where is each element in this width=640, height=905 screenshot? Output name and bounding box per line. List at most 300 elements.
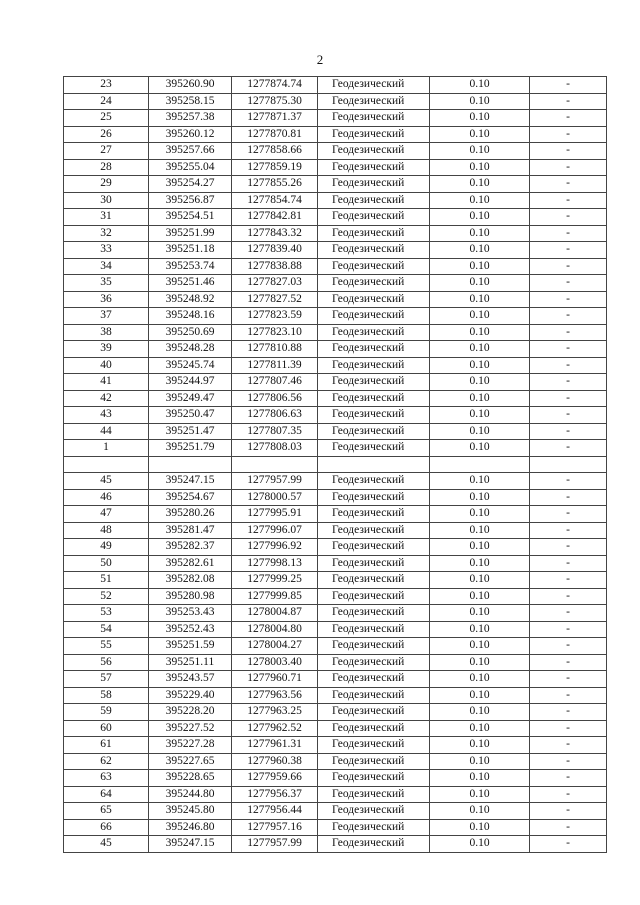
y-coordinate-cell: 1277811.39 [232, 357, 318, 374]
y-coordinate-cell: 1277839.40 [232, 242, 318, 259]
table-row [64, 192, 607, 209]
accuracy-cell: 0.10 [430, 836, 530, 853]
description-cell: - [530, 407, 607, 424]
method-cell: Геодезический [318, 522, 430, 539]
method-cell: Геодезический [318, 143, 430, 160]
point-number-cell: 64 [64, 786, 149, 803]
method-cell: Геодезический [318, 720, 430, 737]
accuracy-cell: 0.10 [430, 687, 530, 704]
method-cell: Геодезический [318, 258, 430, 275]
x-coordinate-cell: 395245.74 [149, 357, 232, 374]
accuracy-cell: 0.10 [430, 423, 530, 440]
table-row [64, 143, 607, 160]
x-coordinate-cell: 395260.90 [149, 77, 232, 94]
description-cell: - [530, 720, 607, 737]
table-row [64, 93, 607, 110]
table-row [64, 770, 607, 787]
y-coordinate-cell: 1278004.27 [232, 638, 318, 655]
table-row [64, 737, 607, 754]
x-coordinate-cell: 395280.26 [149, 506, 232, 523]
method-cell: Геодезический [318, 621, 430, 638]
description-cell: - [530, 341, 607, 358]
accuracy-cell: 0.10 [430, 621, 530, 638]
x-coordinate-cell: 395248.28 [149, 341, 232, 358]
accuracy-cell: 0.10 [430, 786, 530, 803]
description-cell: - [530, 671, 607, 688]
point-number-cell: 63 [64, 770, 149, 787]
table-row [64, 555, 607, 572]
point-number-cell: 48 [64, 522, 149, 539]
table-row [64, 489, 607, 506]
y-coordinate-cell: 1277996.92 [232, 539, 318, 556]
table-row [64, 176, 607, 193]
method-cell: Геодезический [318, 605, 430, 622]
point-number-cell: 53 [64, 605, 149, 622]
y-coordinate-cell: 1277859.19 [232, 159, 318, 176]
coordinates-table [63, 76, 607, 853]
description-cell: - [530, 588, 607, 605]
accuracy-cell: 0.10 [430, 209, 530, 226]
accuracy-cell: 0.10 [430, 489, 530, 506]
description-cell: - [530, 209, 607, 226]
accuracy-cell: 0.10 [430, 671, 530, 688]
x-coordinate-cell: 395258.15 [149, 93, 232, 110]
description-cell: - [530, 423, 607, 440]
accuracy-cell: 0.10 [430, 803, 530, 820]
method-cell: Геодезический [318, 374, 430, 391]
x-coordinate-cell: 395256.87 [149, 192, 232, 209]
table-row [64, 126, 607, 143]
accuracy-cell: 0.10 [430, 93, 530, 110]
x-coordinate-cell: 395255.04 [149, 159, 232, 176]
x-coordinate-cell: 395257.38 [149, 110, 232, 127]
point-number-cell: 1 [64, 440, 149, 457]
point-number-cell: 24 [64, 93, 149, 110]
description-cell: - [530, 275, 607, 292]
y-coordinate-cell: 1277855.26 [232, 176, 318, 193]
accuracy-cell: 0.10 [430, 720, 530, 737]
description-cell: - [530, 126, 607, 143]
accuracy-cell: 0.10 [430, 407, 530, 424]
description-cell: - [530, 93, 607, 110]
y-coordinate-cell: 1277806.56 [232, 390, 318, 407]
point-number-cell: 36 [64, 291, 149, 308]
point-number-cell: 58 [64, 687, 149, 704]
y-coordinate-cell: 1277838.88 [232, 258, 318, 275]
x-coordinate-cell: 395282.61 [149, 555, 232, 572]
method-cell: Геодезический [318, 209, 430, 226]
accuracy-cell: 0.10 [430, 819, 530, 836]
method-cell: Геодезический [318, 753, 430, 770]
y-coordinate-cell: 1278000.57 [232, 489, 318, 506]
point-number-cell: 31 [64, 209, 149, 226]
method-cell: Геодезический [318, 671, 430, 688]
accuracy-cell [430, 456, 530, 473]
description-cell: - [530, 390, 607, 407]
x-coordinate-cell: 395243.57 [149, 671, 232, 688]
accuracy-cell: 0.10 [430, 357, 530, 374]
description-cell: - [530, 473, 607, 490]
page-number: 2 [316, 52, 324, 67]
point-number-cell: 30 [64, 192, 149, 209]
accuracy-cell: 0.10 [430, 473, 530, 490]
table-row [64, 324, 607, 341]
table-row [64, 803, 607, 820]
accuracy-cell: 0.10 [430, 192, 530, 209]
x-coordinate-cell: 395280.98 [149, 588, 232, 605]
description-cell: - [530, 110, 607, 127]
y-coordinate-cell: 1277806.63 [232, 407, 318, 424]
table-row [64, 836, 607, 853]
accuracy-cell: 0.10 [430, 341, 530, 358]
table-row [64, 786, 607, 803]
point-number-cell: 40 [64, 357, 149, 374]
accuracy-cell: 0.10 [430, 539, 530, 556]
accuracy-cell: 0.10 [430, 143, 530, 160]
description-cell [530, 456, 607, 473]
y-coordinate-cell: 1277963.56 [232, 687, 318, 704]
y-coordinate-cell: 1277823.10 [232, 324, 318, 341]
point-number-cell: 56 [64, 654, 149, 671]
y-coordinate-cell: 1277854.74 [232, 192, 318, 209]
point-number-cell [64, 456, 149, 473]
table-row [64, 291, 607, 308]
x-coordinate-cell: 395247.15 [149, 836, 232, 853]
x-coordinate-cell: 395281.47 [149, 522, 232, 539]
method-cell: Геодезический [318, 638, 430, 655]
accuracy-cell: 0.10 [430, 324, 530, 341]
method-cell: Геодезический [318, 803, 430, 820]
y-coordinate-cell: 1277960.38 [232, 753, 318, 770]
x-coordinate-cell: 395227.65 [149, 753, 232, 770]
x-coordinate-cell: 395251.11 [149, 654, 232, 671]
method-cell: Геодезический [318, 687, 430, 704]
description-cell: - [530, 770, 607, 787]
y-coordinate-cell: 1277963.25 [232, 704, 318, 721]
method-cell: Геодезический [318, 275, 430, 292]
table-row [64, 159, 607, 176]
description-cell: - [530, 258, 607, 275]
accuracy-cell: 0.10 [430, 605, 530, 622]
point-number-cell: 43 [64, 407, 149, 424]
method-cell: Геодезический [318, 308, 430, 325]
accuracy-cell: 0.10 [430, 506, 530, 523]
point-number-cell: 25 [64, 110, 149, 127]
accuracy-cell: 0.10 [430, 242, 530, 259]
method-cell: Геодезический [318, 192, 430, 209]
point-number-cell: 39 [64, 341, 149, 358]
method-cell: Геодезический [318, 819, 430, 836]
accuracy-cell: 0.10 [430, 555, 530, 572]
description-cell: - [530, 176, 607, 193]
point-number-cell: 60 [64, 720, 149, 737]
x-coordinate-cell: 395250.69 [149, 324, 232, 341]
accuracy-cell: 0.10 [430, 654, 530, 671]
table-row [64, 110, 607, 127]
description-cell: - [530, 819, 607, 836]
accuracy-cell: 0.10 [430, 126, 530, 143]
table-row [64, 242, 607, 259]
description-cell: - [530, 242, 607, 259]
y-coordinate-cell: 1277960.71 [232, 671, 318, 688]
table-row [64, 588, 607, 605]
point-number-cell: 47 [64, 506, 149, 523]
x-coordinate-cell: 395251.47 [149, 423, 232, 440]
table-row [64, 539, 607, 556]
y-coordinate-cell: 1277957.99 [232, 836, 318, 853]
table-row [64, 374, 607, 391]
accuracy-cell: 0.10 [430, 291, 530, 308]
y-coordinate-cell: 1277962.52 [232, 720, 318, 737]
method-cell: Геодезический [318, 786, 430, 803]
y-coordinate-cell: 1278003.40 [232, 654, 318, 671]
point-number-cell: 59 [64, 704, 149, 721]
table-row [64, 209, 607, 226]
point-number-cell: 57 [64, 671, 149, 688]
method-cell: Геодезический [318, 654, 430, 671]
description-cell: - [530, 687, 607, 704]
point-number-cell: 29 [64, 176, 149, 193]
accuracy-cell: 0.10 [430, 159, 530, 176]
y-coordinate-cell: 1277807.35 [232, 423, 318, 440]
point-number-cell: 28 [64, 159, 149, 176]
description-cell: - [530, 555, 607, 572]
x-coordinate-cell: 395251.59 [149, 638, 232, 655]
point-number-cell: 38 [64, 324, 149, 341]
accuracy-cell: 0.10 [430, 588, 530, 605]
y-coordinate-cell: 1277875.30 [232, 93, 318, 110]
description-cell: - [530, 77, 607, 94]
point-number-cell: 65 [64, 803, 149, 820]
y-coordinate-cell: 1278004.87 [232, 605, 318, 622]
point-number-cell: 46 [64, 489, 149, 506]
point-number-cell: 35 [64, 275, 149, 292]
point-number-cell: 61 [64, 737, 149, 754]
method-cell: Геодезический [318, 324, 430, 341]
x-coordinate-cell: 395250.47 [149, 407, 232, 424]
description-cell: - [530, 605, 607, 622]
table-row [64, 572, 607, 589]
y-coordinate-cell: 1277843.32 [232, 225, 318, 242]
y-coordinate-cell: 1277996.07 [232, 522, 318, 539]
table-row [64, 390, 607, 407]
method-cell: Геодезический [318, 242, 430, 259]
description-cell: - [530, 357, 607, 374]
x-coordinate-cell: 395244.97 [149, 374, 232, 391]
table-row [64, 819, 607, 836]
accuracy-cell: 0.10 [430, 522, 530, 539]
description-cell: - [530, 522, 607, 539]
point-number-cell: 52 [64, 588, 149, 605]
method-cell: Геодезический [318, 225, 430, 242]
method-cell: Геодезический [318, 93, 430, 110]
point-number-cell: 54 [64, 621, 149, 638]
x-coordinate-cell: 395254.27 [149, 176, 232, 193]
method-cell: Геодезический [318, 836, 430, 853]
description-cell: - [530, 539, 607, 556]
table-row [64, 308, 607, 325]
accuracy-cell: 0.10 [430, 390, 530, 407]
table-row [64, 357, 607, 374]
description-cell: - [530, 654, 607, 671]
method-cell: Геодезический [318, 110, 430, 127]
table-row [64, 704, 607, 721]
description-cell: - [530, 308, 607, 325]
y-coordinate-cell: 1278004.80 [232, 621, 318, 638]
method-cell: Геодезический [318, 440, 430, 457]
point-number-cell: 33 [64, 242, 149, 259]
y-coordinate-cell: 1277961.31 [232, 737, 318, 754]
method-cell: Геодезический [318, 159, 430, 176]
accuracy-cell: 0.10 [430, 572, 530, 589]
x-coordinate-cell: 395227.28 [149, 737, 232, 754]
table-row [64, 720, 607, 737]
coordinates-table-body [64, 77, 607, 853]
x-coordinate-cell: 395282.08 [149, 572, 232, 589]
description-cell: - [530, 704, 607, 721]
accuracy-cell: 0.10 [430, 275, 530, 292]
point-number-cell: 45 [64, 473, 149, 490]
table-row [64, 225, 607, 242]
point-number-cell: 37 [64, 308, 149, 325]
x-coordinate-cell: 395254.67 [149, 489, 232, 506]
x-coordinate-cell: 395252.43 [149, 621, 232, 638]
description-cell: - [530, 786, 607, 803]
method-cell: Геодезический [318, 770, 430, 787]
method-cell: Геодезический [318, 506, 430, 523]
y-coordinate-cell [232, 456, 318, 473]
accuracy-cell: 0.10 [430, 638, 530, 655]
y-coordinate-cell: 1277874.74 [232, 77, 318, 94]
method-cell: Геодезический [318, 77, 430, 94]
y-coordinate-cell: 1277810.88 [232, 341, 318, 358]
point-number-cell: 51 [64, 572, 149, 589]
description-cell: - [530, 225, 607, 242]
method-cell: Геодезический [318, 473, 430, 490]
description-cell: - [530, 192, 607, 209]
point-number-cell: 34 [64, 258, 149, 275]
description-cell: - [530, 836, 607, 853]
x-coordinate-cell: 395228.65 [149, 770, 232, 787]
table-row [64, 77, 607, 94]
accuracy-cell: 0.10 [430, 440, 530, 457]
y-coordinate-cell: 1277870.81 [232, 126, 318, 143]
method-cell: Геодезический [318, 423, 430, 440]
table-row [64, 638, 607, 655]
point-number-cell: 49 [64, 539, 149, 556]
y-coordinate-cell: 1277823.59 [232, 308, 318, 325]
method-cell: Геодезический [318, 572, 430, 589]
description-cell: - [530, 621, 607, 638]
accuracy-cell: 0.10 [430, 770, 530, 787]
y-coordinate-cell: 1277807.46 [232, 374, 318, 391]
x-coordinate-cell: 395251.46 [149, 275, 232, 292]
accuracy-cell: 0.10 [430, 77, 530, 94]
description-cell: - [530, 324, 607, 341]
x-coordinate-cell: 395248.16 [149, 308, 232, 325]
y-coordinate-cell: 1277956.44 [232, 803, 318, 820]
y-coordinate-cell: 1277998.13 [232, 555, 318, 572]
table-row [64, 440, 607, 457]
y-coordinate-cell: 1277957.16 [232, 819, 318, 836]
table-row [64, 506, 607, 523]
table-row [64, 605, 607, 622]
point-number-cell: 55 [64, 638, 149, 655]
accuracy-cell: 0.10 [430, 258, 530, 275]
table-row [64, 407, 607, 424]
description-cell: - [530, 159, 607, 176]
table-row [64, 671, 607, 688]
method-cell: Геодезический [318, 539, 430, 556]
method-cell: Геодезический [318, 588, 430, 605]
table-row [64, 341, 607, 358]
method-cell [318, 456, 430, 473]
y-coordinate-cell: 1277956.37 [232, 786, 318, 803]
point-number-cell: 45 [64, 836, 149, 853]
y-coordinate-cell: 1277858.66 [232, 143, 318, 160]
x-coordinate-cell: 395244.80 [149, 786, 232, 803]
y-coordinate-cell: 1277957.99 [232, 473, 318, 490]
accuracy-cell: 0.10 [430, 110, 530, 127]
y-coordinate-cell: 1277959.66 [232, 770, 318, 787]
point-number-cell: 32 [64, 225, 149, 242]
accuracy-cell: 0.10 [430, 704, 530, 721]
table-row [64, 423, 607, 440]
description-cell: - [530, 440, 607, 457]
point-number-cell: 23 [64, 77, 149, 94]
x-coordinate-cell: 395229.40 [149, 687, 232, 704]
y-coordinate-cell: 1277999.85 [232, 588, 318, 605]
description-cell: - [530, 638, 607, 655]
method-cell: Геодезический [318, 341, 430, 358]
description-cell: - [530, 291, 607, 308]
x-coordinate-cell: 395253.43 [149, 605, 232, 622]
point-number-cell: 44 [64, 423, 149, 440]
point-number-cell: 26 [64, 126, 149, 143]
accuracy-cell: 0.10 [430, 374, 530, 391]
blank-separator-row [64, 456, 607, 473]
method-cell: Геодезический [318, 407, 430, 424]
accuracy-cell: 0.10 [430, 308, 530, 325]
method-cell: Геодезический [318, 291, 430, 308]
x-coordinate-cell [149, 456, 232, 473]
method-cell: Геодезический [318, 126, 430, 143]
description-cell: - [530, 506, 607, 523]
y-coordinate-cell: 1277871.37 [232, 110, 318, 127]
y-coordinate-cell: 1277842.81 [232, 209, 318, 226]
method-cell: Геодезический [318, 357, 430, 374]
method-cell: Геодезический [318, 390, 430, 407]
accuracy-cell: 0.10 [430, 176, 530, 193]
y-coordinate-cell: 1277827.52 [232, 291, 318, 308]
table-row [64, 654, 607, 671]
x-coordinate-cell: 395254.51 [149, 209, 232, 226]
x-coordinate-cell: 395245.80 [149, 803, 232, 820]
x-coordinate-cell: 395282.37 [149, 539, 232, 556]
y-coordinate-cell: 1277808.03 [232, 440, 318, 457]
point-number-cell: 66 [64, 819, 149, 836]
x-coordinate-cell: 395247.15 [149, 473, 232, 490]
method-cell: Геодезический [318, 704, 430, 721]
x-coordinate-cell: 395251.99 [149, 225, 232, 242]
x-coordinate-cell: 395251.79 [149, 440, 232, 457]
table-row [64, 621, 607, 638]
x-coordinate-cell: 395260.12 [149, 126, 232, 143]
table-row [64, 522, 607, 539]
accuracy-cell: 0.10 [430, 753, 530, 770]
x-coordinate-cell: 395253.74 [149, 258, 232, 275]
description-cell: - [530, 803, 607, 820]
